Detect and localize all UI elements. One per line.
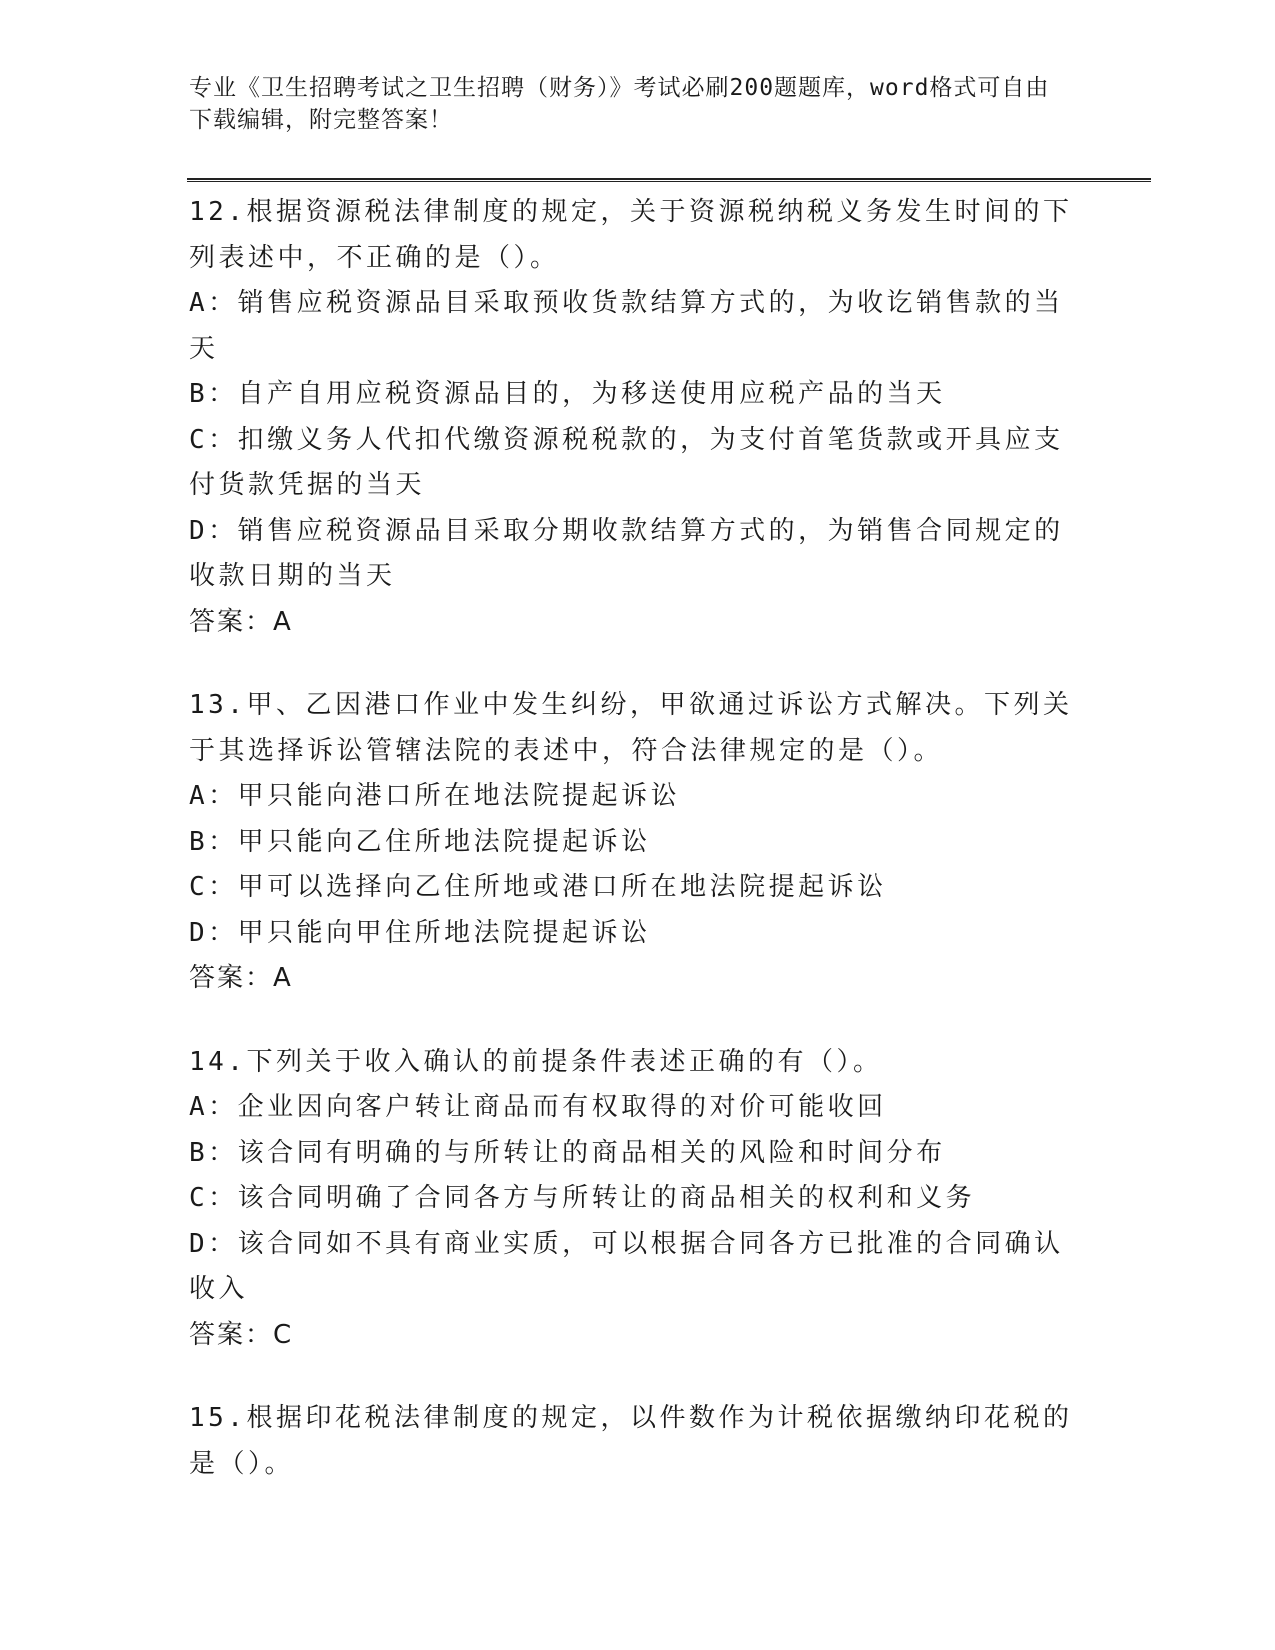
question-list <box>189 190 1079 1525</box>
option-c: C：扣缴义务人代扣代缴资源税税款的，为支付首笔货款或开具应支付货款凭据的当天 <box>189 424 1064 500</box>
question-stem: 12.根据资源税法律制度的规定，关于资源税纳税义务发生时间的下列表述中，不正确的是（）。 <box>189 197 1073 273</box>
option-d: D：甲只能向甲住所地法院提起诉讼 <box>189 917 651 948</box>
answer-line: 答案：A <box>189 963 293 993</box>
question-12 <box>189 190 1079 645</box>
option-b: B：自产自用应税资源品目的，为移送使用应税产品的当天 <box>189 379 946 409</box>
option-b: B：该合同有明确的与所转让的商品相关的风险和时间分布 <box>189 1137 946 1168</box>
question-15 <box>189 1396 1079 1487</box>
option-d: D：销售应税资源品目采取分期收款结算方式的，为销售合同规定的收款日期的当天 <box>189 515 1064 591</box>
option-a: A：企业因向客户转让商品而有权取得的对价可能收回 <box>189 1092 887 1122</box>
option-a: A：甲只能向港口所在地法院提起诉讼 <box>189 781 681 811</box>
question-14 <box>189 1040 1079 1359</box>
question-13 <box>189 683 1079 1002</box>
option-b: B：甲只能向乙住所地法院提起诉讼 <box>189 826 651 857</box>
answer-line: 答案：C <box>189 1319 294 1350</box>
option-d: D：该合同如不具有商业实质，可以根据合同各方已批准的合同确认收入 <box>189 1228 1064 1304</box>
answer-line: 答案：A <box>189 606 293 637</box>
question-stem: 13.甲、乙因港口作业中发生纠纷，甲欲通过诉讼方式解决。下列关于其选择诉讼管辖法院的表述中，符合法律规定的是（）。 <box>189 690 1073 766</box>
header-divider <box>187 178 1151 182</box>
option-c: C：甲可以选择向乙住所地或港口所在地法院提起诉讼 <box>189 872 887 902</box>
document-header: 专业《卫生招聘考试之卫生招聘（财务）》考试必刷200题题库，word格式可自由下载编辑，附完整答案！ <box>189 75 1050 133</box>
question-stem: 15.根据印花税法律制度的规定，以件数作为计税依据缴纳印花税的是（）。 <box>189 1403 1073 1479</box>
option-a: A：销售应税资源品目采取预收货款结算方式的，为收讫销售款的当天 <box>189 288 1064 364</box>
question-stem: 14.下列关于收入确认的前提条件表述正确的有（）。 <box>189 1046 883 1077</box>
option-c: C：该合同明确了合同各方与所转让的商品相关的权利和义务 <box>189 1183 976 1213</box>
